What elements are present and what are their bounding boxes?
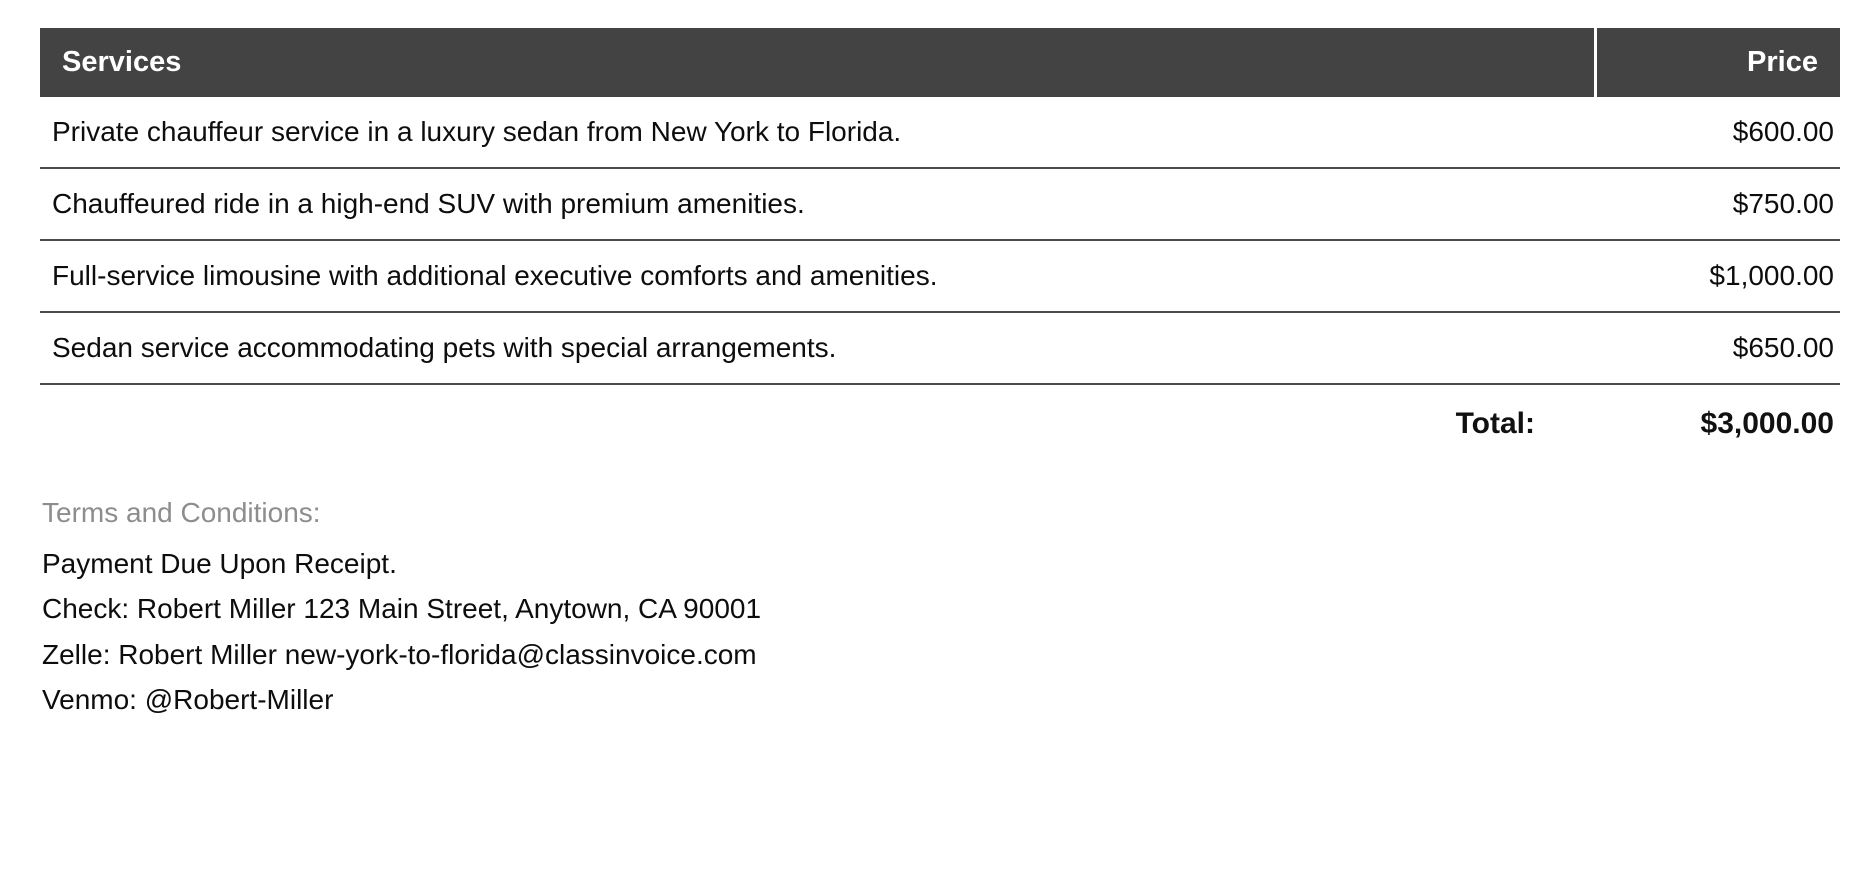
service-description: Sedan service accommodating pets with special arrangements. (40, 312, 1595, 384)
total-value: $3,000.00 (1700, 407, 1834, 440)
services-price-table (40, 28, 1840, 449)
table-header (40, 28, 1840, 97)
column-header-price: Price (1595, 28, 1840, 97)
terms-heading: Terms and Conditions: (42, 497, 321, 528)
table-row (40, 312, 1840, 384)
service-price: $750.00 (1595, 168, 1840, 240)
total-label: Total: (1455, 407, 1535, 440)
table-row (40, 168, 1840, 240)
service-price: $600.00 (1595, 97, 1840, 168)
terms-line-payment: Payment Due Upon Receipt. (42, 548, 397, 579)
terms-and-conditions-section (40, 497, 1838, 722)
terms-line-zelle: Zelle: Robert Miller new-york-to-florida@classinvoice.com (42, 638, 757, 670)
total-row (40, 384, 1840, 449)
terms-line-venmo: Venmo: @Robert-Miller (42, 684, 334, 716)
column-header-services: Services (40, 28, 1595, 97)
table-footer (40, 384, 1840, 449)
terms-line-check: Check: Robert Miller 123 Main Street, Anytown, CA 90001 (42, 593, 762, 625)
service-price: $650.00 (1595, 312, 1840, 384)
table-row (40, 240, 1840, 312)
table-row (40, 97, 1840, 168)
table-body (40, 97, 1840, 384)
table-header-row (40, 28, 1840, 97)
service-description: Chauffeured ride in a high-end SUV with premium amenities. (40, 168, 1595, 240)
service-description: Full-service limousine with additional executive comforts and amenities. (40, 240, 1595, 312)
service-description: Private chauffeur service in a luxury sedan from New York to Florida. (40, 97, 1595, 168)
service-price: $1,000.00 (1595, 240, 1840, 312)
